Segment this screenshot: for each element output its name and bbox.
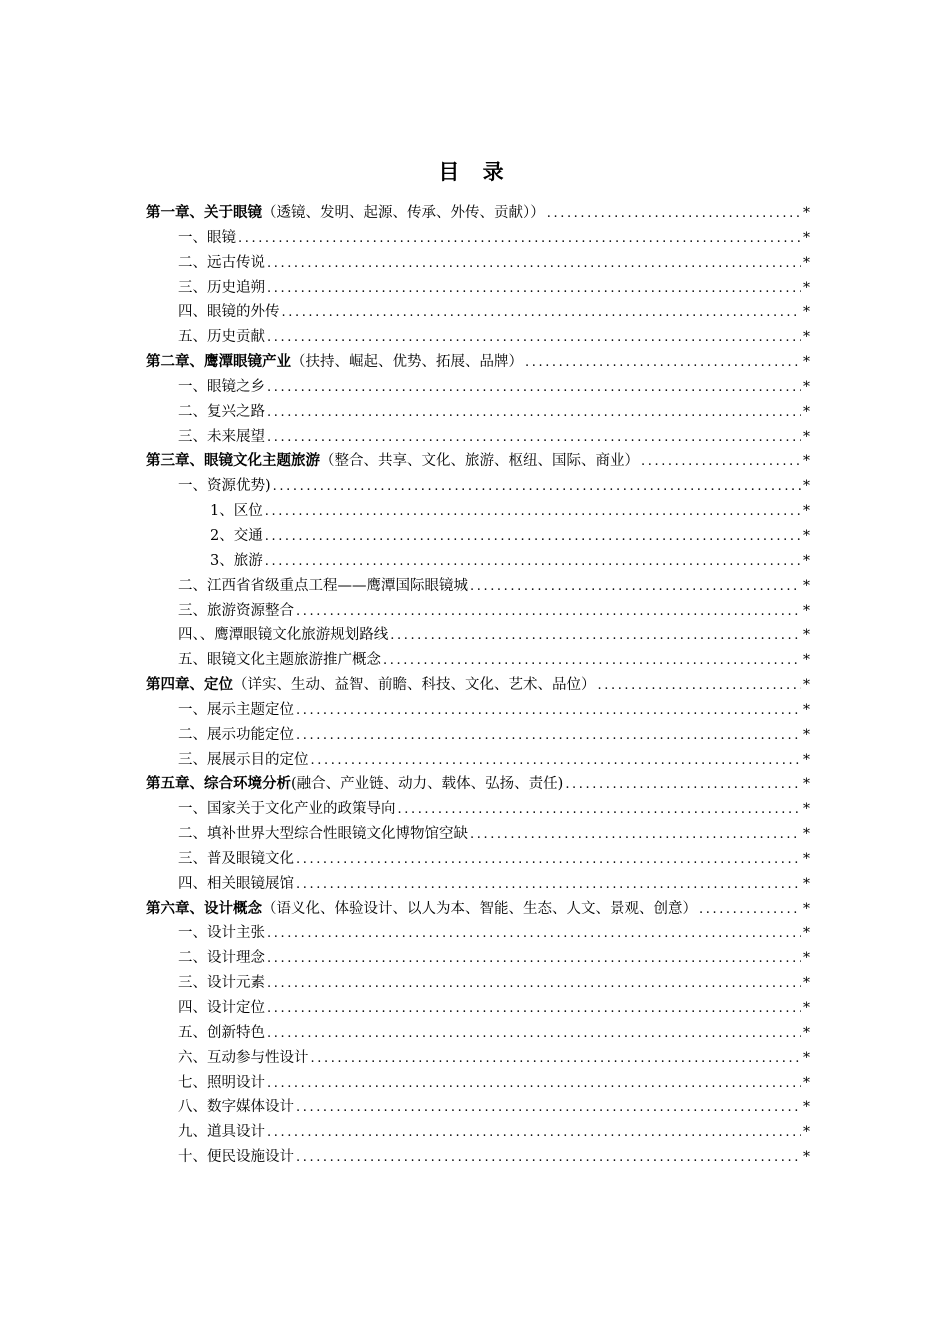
section-title: 四、眼镜的外传 xyxy=(178,304,280,321)
toc-entry-label xyxy=(178,971,265,992)
section-title: 2、交通 xyxy=(210,527,263,544)
section-title: 四、、鹰潭眼镜文化旅游规划路线 xyxy=(178,627,389,644)
page-number: * xyxy=(803,751,810,768)
toc-entry[interactable] xyxy=(146,474,810,499)
section-title: 一、设计主张 xyxy=(178,925,265,942)
toc-entry-label xyxy=(178,251,265,272)
chapter-title: 第五章、综合环境分析 xyxy=(146,775,291,793)
toc-entry[interactable] xyxy=(146,524,810,549)
dot-leader xyxy=(296,852,801,867)
toc-entry-label xyxy=(210,499,263,520)
page-number: * xyxy=(803,304,810,321)
toc-entry[interactable] xyxy=(146,822,810,847)
section-title: 五、历史贡献 xyxy=(178,329,265,346)
dot-leader xyxy=(398,802,802,817)
section-title: 一、展示主题定位 xyxy=(178,701,294,718)
page-number: * xyxy=(803,205,810,221)
section-title: 一、资源优势) xyxy=(178,478,271,495)
dot-leader xyxy=(296,1150,801,1165)
page-number: * xyxy=(803,428,810,445)
toc-entry-label xyxy=(210,524,263,545)
toc-entry[interactable] xyxy=(146,549,810,574)
page-number: * xyxy=(803,776,810,793)
toc-entry[interactable] xyxy=(146,325,810,350)
toc-entry[interactable] xyxy=(146,226,810,251)
dot-leader xyxy=(470,579,801,594)
toc-entry[interactable] xyxy=(146,1021,810,1046)
dot-leader xyxy=(282,305,802,320)
toc-entry-label xyxy=(178,1046,309,1067)
toc-entry[interactable] xyxy=(146,276,810,301)
dot-leader xyxy=(565,777,801,792)
dot-leader xyxy=(265,504,801,519)
dot-leader xyxy=(267,330,801,345)
page-number: * xyxy=(803,652,810,669)
page-number: * xyxy=(803,701,810,718)
toc-entry[interactable] xyxy=(146,797,810,822)
section-title: 三、设计元素 xyxy=(178,975,265,992)
toc-entry[interactable] xyxy=(146,648,810,673)
toc-entry[interactable] xyxy=(146,996,810,1021)
toc-entry[interactable] xyxy=(146,574,810,599)
dot-leader xyxy=(641,454,801,469)
toc-entry[interactable] xyxy=(146,698,810,723)
toc-entry[interactable] xyxy=(146,1046,810,1071)
toc-entry-label xyxy=(178,847,294,868)
dot-leader xyxy=(267,976,801,991)
page-number: * xyxy=(803,1099,810,1116)
toc-entry-label xyxy=(178,425,265,446)
dot-leader xyxy=(598,678,802,693)
section-title: 三、未来展望 xyxy=(178,428,265,445)
dot-leader xyxy=(267,256,801,271)
page-number: * xyxy=(803,875,810,892)
toc-entry-label xyxy=(178,996,265,1017)
toc-entry-label xyxy=(146,449,639,470)
toc-entry-label xyxy=(146,673,596,694)
dot-leader xyxy=(265,529,801,544)
toc-entry-label xyxy=(178,1095,294,1116)
toc-entry[interactable] xyxy=(146,723,810,748)
page-number: * xyxy=(803,677,810,694)
page-number: * xyxy=(803,577,810,594)
toc-entry[interactable] xyxy=(146,748,810,773)
page-number: * xyxy=(803,527,810,544)
toc-entry-label xyxy=(146,772,563,793)
dot-leader xyxy=(470,827,801,842)
page-number: * xyxy=(803,552,810,569)
chapter-title: 第六章、设计概念 xyxy=(146,899,262,917)
section-title: 二、江西省省级重点工程——鹰潭国际眼镜城 xyxy=(178,577,468,594)
toc-entry[interactable] xyxy=(146,499,810,524)
page-number: * xyxy=(803,1149,810,1166)
page-number: * xyxy=(803,453,810,470)
dot-leader xyxy=(311,1051,802,1066)
page-number: * xyxy=(803,602,810,619)
chapter-title: 第四章、定位 xyxy=(146,676,233,694)
dot-leader xyxy=(267,1001,801,1016)
toc-entry-label xyxy=(178,698,294,719)
toc-entry-label xyxy=(178,822,468,843)
page-number: * xyxy=(803,229,810,246)
page-number: * xyxy=(803,279,810,296)
toc-entry-label xyxy=(178,574,468,595)
page-number: * xyxy=(803,403,810,420)
section-title: 九、道具设计 xyxy=(178,1124,265,1141)
toc-entry[interactable] xyxy=(146,425,810,450)
toc-entry-label xyxy=(178,226,236,247)
section-title: 二、设计理念 xyxy=(178,950,265,967)
dot-leader xyxy=(699,902,801,917)
page-number: * xyxy=(803,1024,810,1041)
page-number: * xyxy=(803,1049,810,1066)
dot-leader xyxy=(265,554,801,569)
page-number: * xyxy=(803,1000,810,1016)
toc-entry-label xyxy=(146,897,697,918)
toc-entry-label xyxy=(178,1071,265,1092)
dot-leader xyxy=(267,1076,801,1091)
dot-leader xyxy=(238,231,801,246)
toc-entry-label xyxy=(178,400,265,421)
dot-leader xyxy=(525,355,801,370)
toc-entry-label xyxy=(178,599,294,620)
section-title: 八、数字媒体设计 xyxy=(178,1099,294,1116)
section-title: 十、便民设施设计 xyxy=(178,1149,294,1166)
toc-entry-label xyxy=(178,375,265,396)
section-title: 六、互动参与性设计 xyxy=(178,1049,309,1066)
section-title: 1、区位 xyxy=(210,503,263,520)
toc-entry[interactable] xyxy=(146,946,810,971)
toc-entry-label xyxy=(178,797,396,818)
page-number: * xyxy=(803,950,810,967)
toc-entry[interactable] xyxy=(146,251,810,276)
dot-leader xyxy=(547,206,801,221)
toc-entry[interactable] xyxy=(146,623,810,648)
section-title: 一、国家关于文化产业的政策导向 xyxy=(178,801,396,818)
page-number: * xyxy=(803,354,810,371)
toc-entry-label xyxy=(178,300,280,321)
toc-entry-label xyxy=(210,549,263,570)
section-title: 四、设计定位 xyxy=(178,1000,265,1016)
section-title: 五、创新特色 xyxy=(178,1024,265,1041)
page-number: * xyxy=(803,378,810,395)
section-title: 二、复兴之路 xyxy=(178,403,265,420)
dot-leader xyxy=(311,753,802,768)
dot-leader xyxy=(267,430,801,445)
page-number: * xyxy=(803,925,810,942)
toc-entry[interactable] xyxy=(146,1095,810,1120)
dot-leader xyxy=(267,281,801,296)
toc-entry-label xyxy=(146,201,545,222)
toc-entry-label xyxy=(178,1120,265,1141)
page-number: * xyxy=(803,850,810,867)
toc-entry-label xyxy=(178,872,294,893)
toc-entry-label xyxy=(178,1021,265,1042)
chapter-title: 第二章、鹰潭眼镜产业 xyxy=(146,353,291,371)
toc-entry-label xyxy=(178,623,388,644)
page-number: * xyxy=(803,975,810,992)
chapter-keywords: （透镜、发明、起源、传承、外传、贡献）） xyxy=(262,205,545,221)
dot-leader xyxy=(390,628,801,643)
toc-chapter-entry[interactable] xyxy=(146,897,810,922)
dot-leader xyxy=(296,604,801,619)
chapter-keywords: （详实、生动、益智、前瞻、科技、文化、艺术、品位） xyxy=(233,677,596,694)
section-title: 二、填补世界大型综合性眼镜文化博物馆空缺 xyxy=(178,826,468,843)
dot-leader xyxy=(267,380,801,395)
dot-leader xyxy=(296,877,801,892)
section-title: 四、相关眼镜展馆 xyxy=(178,875,294,892)
toc-entry[interactable] xyxy=(146,375,810,400)
section-title: 七、照明设计 xyxy=(178,1074,265,1091)
dot-leader xyxy=(296,728,801,743)
dot-leader xyxy=(267,1026,801,1041)
page-number: * xyxy=(803,900,810,917)
toc-entry-label xyxy=(146,350,523,371)
toc-entry[interactable] xyxy=(146,1120,810,1145)
page-number: * xyxy=(803,329,810,346)
dot-leader xyxy=(296,1100,801,1115)
section-title: 一、眼镜 xyxy=(178,229,236,246)
toc-entry-label xyxy=(178,748,309,769)
dot-leader xyxy=(267,951,801,966)
page-title: 目 录 xyxy=(438,159,512,184)
section-title: 三、普及眼镜文化 xyxy=(178,850,294,867)
toc-entry[interactable] xyxy=(146,599,810,624)
toc-chapter-entry[interactable] xyxy=(146,350,810,375)
toc-entry[interactable] xyxy=(146,847,810,872)
toc-entry[interactable] xyxy=(146,1071,810,1096)
dot-leader xyxy=(273,479,801,494)
toc-entry-label xyxy=(178,1145,294,1166)
dot-leader xyxy=(267,1125,801,1140)
section-title: 一、眼镜之乡 xyxy=(178,378,265,395)
chapter-title: 第三章、眼镜文化主题旅游 xyxy=(146,452,320,470)
section-title: 二、展示功能定位 xyxy=(178,726,294,743)
toc-entry[interactable] xyxy=(146,921,810,946)
dot-leader xyxy=(383,653,801,668)
toc-chapter-entry[interactable] xyxy=(146,201,810,226)
section-title: 三、历史追朔 xyxy=(178,279,265,296)
section-title: 五、眼镜文化主题旅游推广概念 xyxy=(178,652,381,669)
toc-entry-label xyxy=(178,648,381,669)
page-number: * xyxy=(803,826,810,843)
toc-entry-label xyxy=(178,276,265,297)
chapter-title: 第一章、关于眼镜 xyxy=(146,204,262,221)
toc-entry-label xyxy=(178,474,271,495)
toc-entry[interactable] xyxy=(146,872,810,897)
chapter-keywords: (融合、产业链、动力、载体、弘扬、责任) xyxy=(291,776,564,793)
section-title: 二、远古传说 xyxy=(178,254,265,271)
page-number: * xyxy=(803,627,810,644)
section-title: 3、旅游 xyxy=(210,552,263,569)
chapter-keywords: （语义化、体验设计、以人为本、智能、生态、人文、景观、创意） xyxy=(262,900,697,917)
toc-entry[interactable] xyxy=(146,400,810,425)
page-number: * xyxy=(803,478,810,495)
toc-entry-label xyxy=(178,325,265,346)
page-number: * xyxy=(803,801,810,818)
toc-chapter-entry[interactable] xyxy=(146,772,810,797)
page-number: * xyxy=(803,503,810,520)
toc-chapter-entry[interactable] xyxy=(146,449,810,474)
dot-leader xyxy=(267,405,801,420)
page-number: * xyxy=(803,254,810,271)
toc-entry[interactable] xyxy=(146,971,810,996)
page-number: * xyxy=(803,1124,810,1141)
page-number: * xyxy=(803,726,810,743)
chapter-keywords: （整合、共享、文化、旅游、枢纽、国际、商业） xyxy=(320,453,639,470)
chapter-keywords: （扶持、崛起、优势、拓展、品牌） xyxy=(291,354,523,371)
section-title: 三、展展示目的定位 xyxy=(178,751,309,768)
dot-leader xyxy=(296,703,801,718)
toc-entry[interactable] xyxy=(146,300,810,325)
toc-entry-label xyxy=(178,921,265,942)
dot-leader xyxy=(267,926,801,941)
section-title: 三、旅游资源整合 xyxy=(178,602,294,619)
toc-entry-label xyxy=(178,946,265,967)
page-number: * xyxy=(803,1074,810,1091)
toc-chapter-entry[interactable] xyxy=(146,673,810,698)
toc-entry[interactable] xyxy=(146,1145,810,1170)
toc-entry-label xyxy=(178,723,294,744)
table-of-contents xyxy=(146,201,810,1170)
